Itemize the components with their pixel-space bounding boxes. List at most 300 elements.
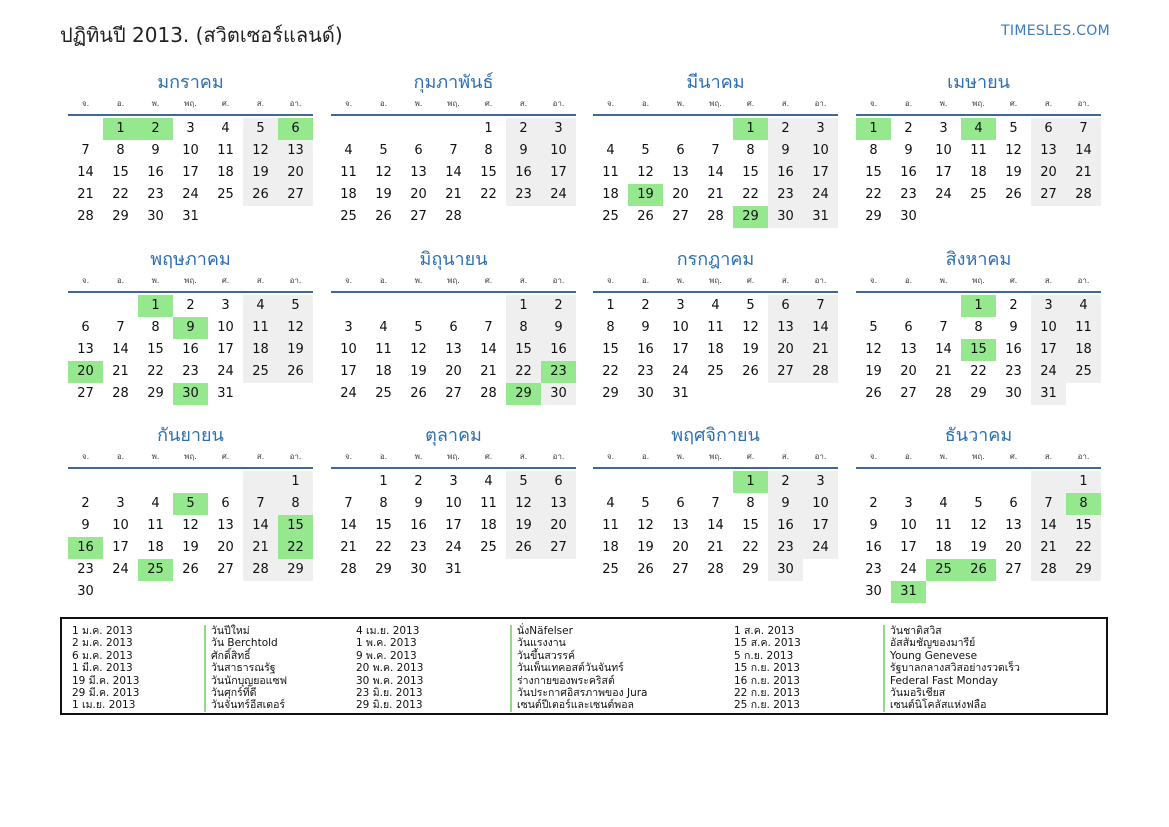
- day-cell[interactable]: 4: [961, 118, 996, 140]
- day-cell[interactable]: 6: [676, 496, 685, 511]
- day-cell[interactable]: 12: [637, 518, 654, 533]
- day-cell[interactable]: 23: [541, 361, 576, 383]
- day-cell[interactable]: 23: [637, 364, 654, 379]
- day-cell[interactable]: 17: [217, 342, 234, 357]
- day-cell[interactable]: 17: [541, 162, 576, 184]
- day-cell[interactable]: 11: [935, 518, 952, 533]
- day-cell[interactable]: 7: [344, 496, 353, 511]
- day-cell[interactable]: 2: [81, 496, 90, 511]
- day-cell[interactable]: 26: [1005, 187, 1022, 202]
- day-cell[interactable]: 8: [869, 143, 878, 158]
- day-cell[interactable]: 27: [541, 537, 576, 559]
- day-cell[interactable]: 18: [935, 540, 952, 555]
- day-cell[interactable]: 29: [506, 383, 541, 405]
- day-cell[interactable]: 29: [602, 386, 619, 401]
- day-cell[interactable]: 14: [340, 518, 357, 533]
- day-cell[interactable]: 18: [147, 540, 164, 555]
- day-cell[interactable]: 2: [904, 121, 913, 136]
- day-cell[interactable]: 14: [480, 342, 497, 357]
- day-cell[interactable]: 18: [243, 339, 278, 361]
- day-cell[interactable]: 12: [865, 342, 882, 357]
- day-cell[interactable]: 27: [900, 386, 917, 401]
- day-cell[interactable]: 29: [147, 386, 164, 401]
- day-cell[interactable]: 25: [480, 540, 497, 555]
- day-cell[interactable]: 14: [803, 317, 838, 339]
- day-cell[interactable]: 20: [68, 361, 103, 383]
- day-cell[interactable]: 28: [803, 361, 838, 383]
- day-cell[interactable]: 19: [742, 342, 759, 357]
- day-cell[interactable]: 30: [900, 209, 917, 224]
- day-cell[interactable]: 10: [803, 493, 838, 515]
- day-cell[interactable]: 14: [707, 165, 724, 180]
- day-cell[interactable]: 26: [742, 364, 759, 379]
- day-cell[interactable]: 31: [672, 386, 689, 401]
- day-cell[interactable]: 17: [1031, 339, 1066, 361]
- day-cell[interactable]: 16: [147, 165, 164, 180]
- day-cell[interactable]: 27: [672, 562, 689, 577]
- day-cell[interactable]: 6: [768, 295, 803, 317]
- day-cell[interactable]: 19: [970, 540, 987, 555]
- day-cell[interactable]: 22: [278, 537, 313, 559]
- day-cell[interactable]: 24: [340, 386, 357, 401]
- day-cell[interactable]: 8: [506, 317, 541, 339]
- day-cell[interactable]: 26: [865, 386, 882, 401]
- day-cell[interactable]: 29: [742, 562, 759, 577]
- day-cell[interactable]: 11: [480, 496, 497, 511]
- day-cell[interactable]: 28: [243, 559, 278, 581]
- day-cell[interactable]: 22: [147, 364, 164, 379]
- day-cell[interactable]: 31: [182, 209, 199, 224]
- day-cell[interactable]: 19: [182, 540, 199, 555]
- day-cell[interactable]: 20: [1031, 162, 1066, 184]
- day-cell[interactable]: 1: [606, 298, 615, 313]
- day-cell[interactable]: 24: [803, 184, 838, 206]
- day-cell[interactable]: 3: [116, 496, 125, 511]
- day-cell[interactable]: 20: [278, 162, 313, 184]
- day-cell[interactable]: 3: [344, 320, 353, 335]
- day-cell[interactable]: 20: [217, 540, 234, 555]
- day-cell[interactable]: 8: [746, 143, 755, 158]
- day-cell[interactable]: 27: [445, 386, 462, 401]
- day-cell[interactable]: 15: [742, 518, 759, 533]
- day-cell[interactable]: 11: [1066, 317, 1101, 339]
- day-cell[interactable]: 7: [711, 496, 720, 511]
- day-cell[interactable]: 30: [768, 559, 803, 581]
- day-cell[interactable]: 20: [672, 540, 689, 555]
- day-cell[interactable]: 9: [869, 518, 878, 533]
- day-cell[interactable]: 5: [974, 496, 983, 511]
- day-cell[interactable]: 13: [410, 165, 427, 180]
- day-cell[interactable]: 10: [672, 320, 689, 335]
- day-cell[interactable]: 12: [506, 493, 541, 515]
- day-cell[interactable]: 19: [243, 162, 278, 184]
- day-cell[interactable]: 25: [602, 562, 619, 577]
- day-cell[interactable]: 9: [506, 140, 541, 162]
- day-cell[interactable]: 21: [445, 187, 462, 202]
- site-brand[interactable]: TIMESLES.COM: [1001, 23, 1110, 39]
- day-cell[interactable]: 7: [81, 143, 90, 158]
- day-cell[interactable]: 13: [77, 342, 94, 357]
- day-cell[interactable]: 17: [803, 515, 838, 537]
- day-cell[interactable]: 28: [480, 386, 497, 401]
- day-cell[interactable]: 13: [672, 165, 689, 180]
- day-cell[interactable]: 22: [742, 187, 759, 202]
- day-cell[interactable]: 26: [410, 386, 427, 401]
- day-cell[interactable]: 7: [449, 143, 458, 158]
- day-cell[interactable]: 27: [672, 209, 689, 224]
- day-cell[interactable]: 22: [375, 540, 392, 555]
- day-cell[interactable]: 9: [414, 496, 423, 511]
- day-cell[interactable]: 26: [375, 209, 392, 224]
- day-cell[interactable]: 2: [869, 496, 878, 511]
- day-cell[interactable]: 16: [541, 339, 576, 361]
- day-cell[interactable]: 13: [672, 518, 689, 533]
- day-cell[interactable]: 21: [112, 364, 129, 379]
- day-cell[interactable]: 9: [1009, 320, 1018, 335]
- day-cell[interactable]: 11: [217, 143, 234, 158]
- day-cell[interactable]: 22: [506, 361, 541, 383]
- day-cell[interactable]: 19: [506, 515, 541, 537]
- day-cell[interactable]: 11: [970, 143, 987, 158]
- day-cell[interactable]: 12: [742, 320, 759, 335]
- day-cell[interactable]: 3: [803, 471, 838, 493]
- day-cell[interactable]: 2: [506, 118, 541, 140]
- day-cell[interactable]: 28: [445, 209, 462, 224]
- day-cell[interactable]: 13: [900, 342, 917, 357]
- day-cell[interactable]: 20: [445, 364, 462, 379]
- day-cell[interactable]: 25: [217, 187, 234, 202]
- day-cell[interactable]: 21: [1066, 162, 1101, 184]
- day-cell[interactable]: 15: [375, 518, 392, 533]
- day-cell[interactable]: 3: [1031, 295, 1066, 317]
- day-cell[interactable]: 14: [1066, 140, 1101, 162]
- day-cell[interactable]: 5: [243, 118, 278, 140]
- day-cell[interactable]: 29: [278, 559, 313, 581]
- day-cell[interactable]: 12: [637, 165, 654, 180]
- day-cell[interactable]: 21: [77, 187, 94, 202]
- day-cell[interactable]: 7: [116, 320, 125, 335]
- day-cell[interactable]: 13: [541, 493, 576, 515]
- day-cell[interactable]: 21: [1031, 537, 1066, 559]
- day-cell[interactable]: 4: [221, 121, 230, 136]
- day-cell[interactable]: 15: [147, 342, 164, 357]
- day-cell[interactable]: 24: [445, 540, 462, 555]
- day-cell[interactable]: 19: [410, 364, 427, 379]
- day-cell[interactable]: 20: [410, 187, 427, 202]
- day-cell[interactable]: 17: [672, 342, 689, 357]
- day-cell[interactable]: 25: [970, 187, 987, 202]
- day-cell[interactable]: 20: [768, 339, 803, 361]
- day-cell[interactable]: 16: [865, 540, 882, 555]
- day-cell[interactable]: 9: [173, 317, 208, 339]
- day-cell[interactable]: 8: [151, 320, 160, 335]
- day-cell[interactable]: 8: [379, 496, 388, 511]
- day-cell[interactable]: 18: [340, 187, 357, 202]
- day-cell[interactable]: 11: [707, 320, 724, 335]
- day-cell[interactable]: 18: [217, 165, 234, 180]
- day-cell[interactable]: 8: [278, 493, 313, 515]
- day-cell[interactable]: 13: [217, 518, 234, 533]
- day-cell[interactable]: 24: [182, 187, 199, 202]
- day-cell[interactable]: 7: [939, 320, 948, 335]
- day-cell[interactable]: 2: [541, 295, 576, 317]
- day-cell[interactable]: 6: [414, 143, 423, 158]
- day-cell[interactable]: 21: [340, 540, 357, 555]
- day-cell[interactable]: 14: [112, 342, 129, 357]
- day-cell[interactable]: 30: [147, 209, 164, 224]
- day-cell[interactable]: 22: [480, 187, 497, 202]
- day-cell[interactable]: 25: [602, 209, 619, 224]
- day-cell[interactable]: 22: [742, 540, 759, 555]
- day-cell[interactable]: 17: [935, 165, 952, 180]
- day-cell[interactable]: 5: [278, 295, 313, 317]
- day-cell[interactable]: 29: [1066, 559, 1101, 581]
- day-cell[interactable]: 11: [602, 165, 619, 180]
- day-cell[interactable]: 4: [939, 496, 948, 511]
- day-cell[interactable]: 2: [1009, 298, 1018, 313]
- day-cell[interactable]: 6: [449, 320, 458, 335]
- day-cell[interactable]: 25: [138, 559, 173, 581]
- day-cell[interactable]: 18: [1066, 339, 1101, 361]
- day-cell[interactable]: 23: [865, 562, 882, 577]
- day-cell[interactable]: 28: [112, 386, 129, 401]
- day-cell[interactable]: 20: [672, 187, 689, 202]
- day-cell[interactable]: 1: [733, 471, 768, 493]
- day-cell[interactable]: 27: [768, 361, 803, 383]
- day-cell[interactable]: 22: [970, 364, 987, 379]
- day-cell[interactable]: 21: [935, 364, 952, 379]
- day-cell[interactable]: 13: [1031, 140, 1066, 162]
- day-cell[interactable]: 11: [602, 518, 619, 533]
- day-cell[interactable]: 31: [803, 206, 838, 228]
- day-cell[interactable]: 31: [217, 386, 234, 401]
- day-cell[interactable]: 6: [221, 496, 230, 511]
- day-cell[interactable]: 26: [182, 562, 199, 577]
- day-cell[interactable]: 11: [243, 317, 278, 339]
- day-cell[interactable]: 16: [410, 518, 427, 533]
- day-cell[interactable]: 6: [1009, 496, 1018, 511]
- day-cell[interactable]: 18: [602, 187, 619, 202]
- day-cell[interactable]: 11: [340, 165, 357, 180]
- day-cell[interactable]: 19: [1005, 165, 1022, 180]
- day-cell[interactable]: 4: [606, 143, 615, 158]
- day-cell[interactable]: 10: [541, 140, 576, 162]
- day-cell[interactable]: 13: [278, 140, 313, 162]
- day-cell[interactable]: 16: [506, 162, 541, 184]
- day-cell[interactable]: 8: [484, 143, 493, 158]
- day-cell[interactable]: 5: [641, 496, 650, 511]
- day-cell[interactable]: 18: [480, 518, 497, 533]
- day-cell[interactable]: 16: [68, 537, 103, 559]
- day-cell[interactable]: 21: [243, 537, 278, 559]
- day-cell[interactable]: 10: [182, 143, 199, 158]
- day-cell[interactable]: 24: [541, 184, 576, 206]
- day-cell[interactable]: 7: [243, 493, 278, 515]
- day-cell[interactable]: 19: [628, 184, 663, 206]
- day-cell[interactable]: 12: [278, 317, 313, 339]
- day-cell[interactable]: 10: [217, 320, 234, 335]
- day-cell[interactable]: 3: [449, 474, 458, 489]
- day-cell[interactable]: 13: [1005, 518, 1022, 533]
- day-cell[interactable]: 24: [112, 562, 129, 577]
- day-cell[interactable]: 6: [81, 320, 90, 335]
- day-cell[interactable]: 5: [641, 143, 650, 158]
- day-cell[interactable]: 23: [147, 187, 164, 202]
- day-cell[interactable]: 6: [904, 320, 913, 335]
- day-cell[interactable]: 27: [410, 209, 427, 224]
- day-cell[interactable]: 30: [410, 562, 427, 577]
- day-cell[interactable]: 17: [900, 540, 917, 555]
- day-cell[interactable]: 22: [1066, 537, 1101, 559]
- day-cell[interactable]: 27: [278, 184, 313, 206]
- day-cell[interactable]: 5: [1009, 121, 1018, 136]
- day-cell[interactable]: 5: [869, 320, 878, 335]
- day-cell[interactable]: 16: [637, 342, 654, 357]
- day-cell[interactable]: 25: [340, 209, 357, 224]
- day-cell[interactable]: 1: [138, 295, 173, 317]
- day-cell[interactable]: 7: [484, 320, 493, 335]
- day-cell[interactable]: 15: [865, 165, 882, 180]
- day-cell[interactable]: 9: [541, 317, 576, 339]
- day-cell[interactable]: 8: [746, 496, 755, 511]
- day-cell[interactable]: 17: [445, 518, 462, 533]
- day-cell[interactable]: 16: [182, 342, 199, 357]
- day-cell[interactable]: 21: [707, 187, 724, 202]
- day-cell[interactable]: 28: [707, 562, 724, 577]
- day-cell[interactable]: 29: [112, 209, 129, 224]
- day-cell[interactable]: 5: [173, 493, 208, 515]
- day-cell[interactable]: 7: [1031, 493, 1066, 515]
- day-cell[interactable]: 28: [1066, 184, 1101, 206]
- day-cell[interactable]: 26: [243, 184, 278, 206]
- day-cell[interactable]: 21: [803, 339, 838, 361]
- day-cell[interactable]: 14: [935, 342, 952, 357]
- day-cell[interactable]: 7: [1066, 118, 1101, 140]
- day-cell[interactable]: 26: [961, 559, 996, 581]
- day-cell[interactable]: 27: [217, 562, 234, 577]
- day-cell[interactable]: 15: [480, 165, 497, 180]
- day-cell[interactable]: 26: [278, 361, 313, 383]
- day-cell[interactable]: 19: [637, 540, 654, 555]
- day-cell[interactable]: 9: [151, 143, 160, 158]
- day-cell[interactable]: 15: [602, 342, 619, 357]
- day-cell[interactable]: 8: [606, 320, 615, 335]
- day-cell[interactable]: 4: [1066, 295, 1101, 317]
- day-cell[interactable]: 3: [221, 298, 230, 313]
- day-cell[interactable]: 31: [1031, 383, 1066, 405]
- day-cell[interactable]: 8: [974, 320, 983, 335]
- day-cell[interactable]: 6: [676, 143, 685, 158]
- day-cell[interactable]: 3: [904, 496, 913, 511]
- day-cell[interactable]: 14: [77, 165, 94, 180]
- day-cell[interactable]: 14: [243, 515, 278, 537]
- day-cell[interactable]: 18: [375, 364, 392, 379]
- day-cell[interactable]: 20: [1005, 540, 1022, 555]
- day-cell[interactable]: 26: [637, 209, 654, 224]
- day-cell[interactable]: 1: [856, 118, 891, 140]
- day-cell[interactable]: 10: [340, 342, 357, 357]
- day-cell[interactable]: 23: [410, 540, 427, 555]
- day-cell[interactable]: 5: [746, 298, 755, 313]
- day-cell[interactable]: 25: [1066, 361, 1101, 383]
- day-cell[interactable]: 29: [733, 206, 768, 228]
- day-cell[interactable]: 27: [1005, 562, 1022, 577]
- day-cell[interactable]: 15: [1066, 515, 1101, 537]
- day-cell[interactable]: 16: [1005, 342, 1022, 357]
- day-cell[interactable]: 3: [676, 298, 685, 313]
- day-cell[interactable]: 22: [865, 187, 882, 202]
- day-cell[interactable]: 5: [506, 471, 541, 493]
- day-cell[interactable]: 20: [541, 515, 576, 537]
- day-cell[interactable]: 30: [768, 206, 803, 228]
- day-cell[interactable]: 23: [1005, 364, 1022, 379]
- day-cell[interactable]: 14: [445, 165, 462, 180]
- day-cell[interactable]: 24: [935, 187, 952, 202]
- day-cell[interactable]: 30: [865, 584, 882, 599]
- day-cell[interactable]: 19: [375, 187, 392, 202]
- day-cell[interactable]: 30: [637, 386, 654, 401]
- day-cell[interactable]: 1: [961, 295, 996, 317]
- day-cell[interactable]: 4: [344, 143, 353, 158]
- day-cell[interactable]: 21: [707, 540, 724, 555]
- day-cell[interactable]: 30: [173, 383, 208, 405]
- day-cell[interactable]: 23: [182, 364, 199, 379]
- day-cell[interactable]: 27: [1031, 184, 1066, 206]
- day-cell[interactable]: 19: [278, 339, 313, 361]
- day-cell[interactable]: 2: [186, 298, 195, 313]
- day-cell[interactable]: 1: [484, 121, 493, 136]
- day-cell[interactable]: 20: [900, 364, 917, 379]
- day-cell[interactable]: 4: [711, 298, 720, 313]
- day-cell[interactable]: 5: [414, 320, 423, 335]
- day-cell[interactable]: 22: [112, 187, 129, 202]
- day-cell[interactable]: 9: [904, 143, 913, 158]
- day-cell[interactable]: 2: [768, 471, 803, 493]
- day-cell[interactable]: 10: [803, 140, 838, 162]
- day-cell[interactable]: 18: [707, 342, 724, 357]
- day-cell[interactable]: 2: [138, 118, 173, 140]
- day-cell[interactable]: 7: [803, 295, 838, 317]
- day-cell[interactable]: 9: [641, 320, 650, 335]
- day-cell[interactable]: 4: [379, 320, 388, 335]
- day-cell[interactable]: 24: [217, 364, 234, 379]
- day-cell[interactable]: 25: [707, 364, 724, 379]
- day-cell[interactable]: 23: [900, 187, 917, 202]
- day-cell[interactable]: 29: [970, 386, 987, 401]
- day-cell[interactable]: 11: [375, 342, 392, 357]
- day-cell[interactable]: 4: [151, 496, 160, 511]
- day-cell[interactable]: 12: [243, 140, 278, 162]
- day-cell[interactable]: 13: [768, 317, 803, 339]
- day-cell[interactable]: 29: [865, 209, 882, 224]
- day-cell[interactable]: 4: [243, 295, 278, 317]
- day-cell[interactable]: 28: [1031, 559, 1066, 581]
- day-cell[interactable]: 22: [602, 364, 619, 379]
- day-cell[interactable]: 9: [81, 518, 90, 533]
- day-cell[interactable]: 15: [742, 165, 759, 180]
- day-cell[interactable]: 6: [278, 118, 313, 140]
- day-cell[interactable]: 31: [891, 581, 926, 603]
- day-cell[interactable]: 12: [182, 518, 199, 533]
- day-cell[interactable]: 10: [900, 518, 917, 533]
- day-cell[interactable]: 1: [103, 118, 138, 140]
- day-cell[interactable]: 16: [768, 162, 803, 184]
- day-cell[interactable]: 17: [340, 364, 357, 379]
- day-cell[interactable]: 17: [803, 162, 838, 184]
- day-cell[interactable]: 17: [182, 165, 199, 180]
- day-cell[interactable]: 2: [414, 474, 423, 489]
- day-cell[interactable]: 10: [445, 496, 462, 511]
